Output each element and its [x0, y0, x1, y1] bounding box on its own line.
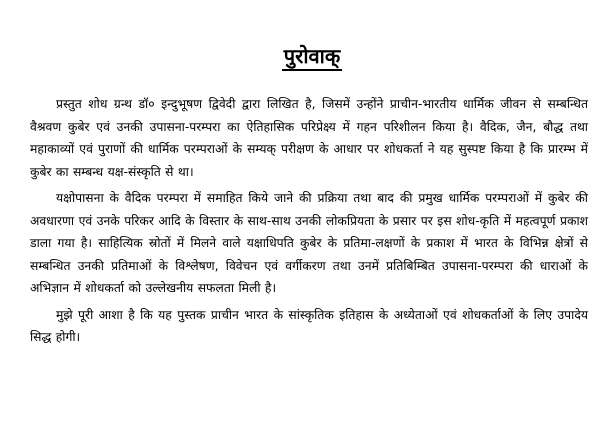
paragraph-2: यक्षोपासना के वैदिक परम्परा में समाहित किये जाने की प्रक्रिया तथा बाद की प्रमुख धार्मिक परम्पराओं में कुबेर की अवधारणा एवं उनके परिकर आदि के विस्तार के साथ-साथ उनकी लोकप्रियता के प्रसार पर इस शोध-कृति में महत्वपूर्ण प्रकाश डाला गया है। साहित्यिक स्रोतों में मिलने वाले यक्षाधिपति कुबेर के प्रतिमा-लक्षणों के प्रकाश में भारत के विभिन्न क्षेत्रों से सम्बन्धित उनकी प्रतिमाओं के विश्लेषण, विवेचन एवं वर्गीकरण तथा उनमें प्रतिबिम्बित उपासना-परम्परा की धाराओं के अभिज्ञान में शोधकर्ता को उल्लेखनीय सफलता मिली है।: [30, 191, 588, 295]
paragraph-1: प्रस्तुत शोध ग्रन्थ डॉ० इन्दुभूषण द्विवेदी द्वारा लिखित है, जिसमें उन्होंने प्राचीन-भारतीय धार्मिक जीवन से सम्बन्धित वैश्रवण कुबेर एवं उनकी उपासना-परम्परा का ऐतिहासिक परिप्रेक्ष्य में गहन परिशीलन किया है। वैदिक, जैन, बौद्ध तथा महाकाव्यों एवं पुराणों की धार्मिक परम्पराओं के सम्यक् परीक्षण के आधार पर शोधकर्ता ने यह सुस्पष्ट किया है कि प्रारम्भ में कुबेर का सम्बन्ध यक्ष-संस्कृति से था।: [30, 97, 588, 179]
paragraph-3: मुझे पूरी आशा है कि यह पुस्तक प्राचीन भारत के सांस्कृतिक इतिहास के अध्येताओं एवं शोधकर्ताओं के लिए उपादेय सिद्ध होगी।: [30, 307, 588, 344]
page-title: पुरोवाक्: [282, 44, 342, 71]
title-container: [30, 44, 588, 71]
